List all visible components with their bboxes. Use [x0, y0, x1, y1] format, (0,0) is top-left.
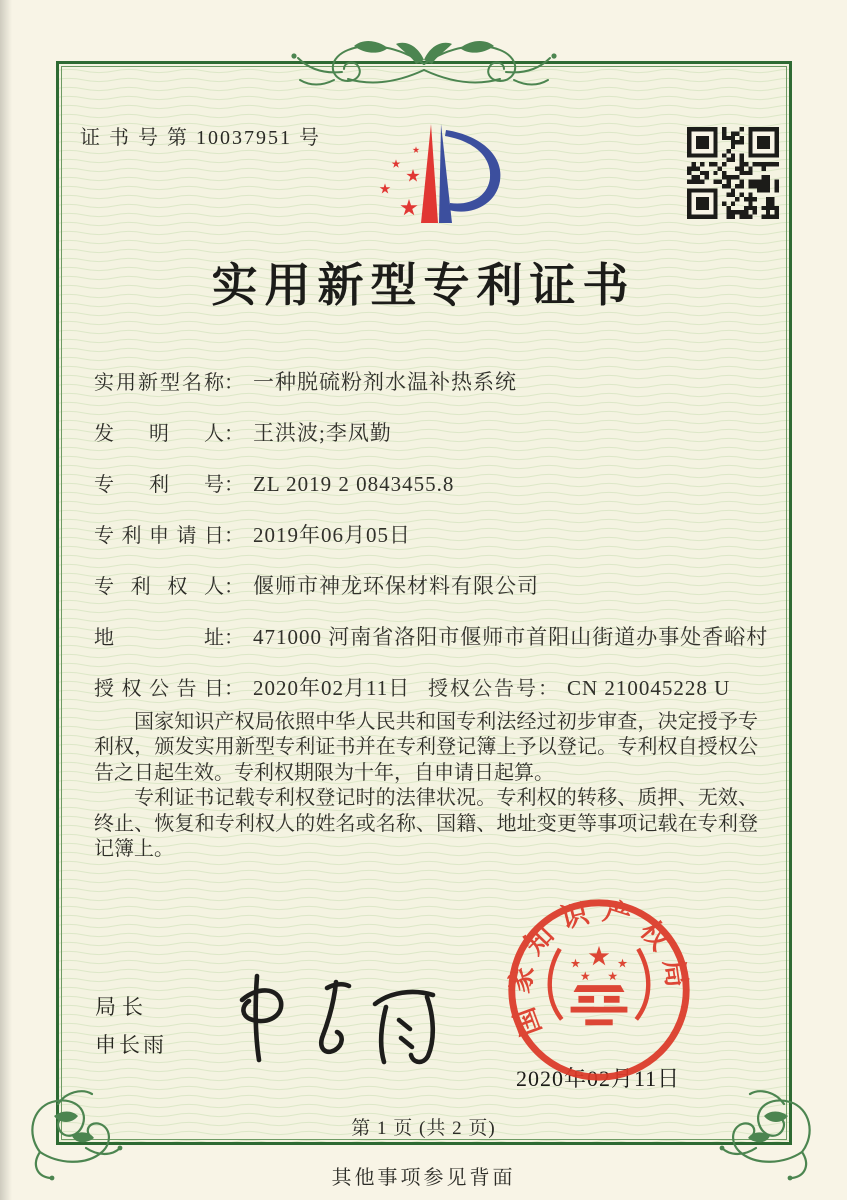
top-border-flourish-ornament [278, 29, 570, 93]
logo-red-wedge [421, 124, 438, 223]
field-colon: ： [224, 525, 244, 547]
qr-code [687, 127, 779, 219]
bottom-right-flourish-ornament [710, 1074, 814, 1186]
field-row-name [94, 366, 764, 396]
bottom-left-flourish-ornament [28, 1074, 132, 1186]
field-colon: ： [538, 678, 558, 700]
field-row-address [94, 621, 769, 651]
field-label: 发明人 [94, 423, 224, 445]
footer-note: 其他事项参见背面 [331, 1167, 516, 1189]
field-colon: ： [224, 627, 244, 649]
director-name-label: 申长雨 [95, 1033, 167, 1057]
field-row-grant-date [94, 672, 764, 702]
field-colon: ： [224, 372, 244, 394]
field-colon: ： [224, 474, 244, 496]
field-label: 授权公告号 [428, 678, 538, 700]
field-label: 专利权人 [94, 576, 224, 598]
director-signature [230, 962, 440, 1067]
field-row-patentee [94, 570, 764, 600]
field-grant-publication-number [428, 672, 730, 701]
cnipa-official-seal [501, 892, 697, 1088]
legal-paragraph-1: 国家知识产权局依照中华人民共和国专利法经过初步审查，决定授予专利权，颁发实用新型专利证书并在专利登记簿上予以登记。专利权自授权公告之日起生效。专利权期限为十年，自申请日起算。 [94, 711, 758, 784]
field-label: 地址 [94, 627, 224, 649]
certificate-number: 证 书 号 第 10037951 号 [80, 127, 321, 149]
certificate-title: 实用新型专利证书 [211, 260, 636, 311]
field-value: CN 210045228 U [567, 676, 731, 700]
field-value: 一种脱硫粉剂水温补热系统 [253, 370, 517, 394]
field-value: 王洪波;李凤勤 [253, 421, 392, 445]
field-colon: ： [224, 678, 244, 700]
page-indicator: 第 1 页 (共 2 页) [351, 1118, 496, 1139]
field-value: ZL 2019 2 0843455.8 [253, 472, 455, 496]
svg-text:国家知识产权局 [504, 895, 693, 1040]
seal-date: 2020年02月11日 [516, 1066, 681, 1091]
director-title-label: 局长 [95, 995, 149, 1019]
field-label: 实用新型名称 [94, 372, 224, 394]
logo-blue-p-bowl [445, 130, 501, 212]
cnipa-logo-icon [352, 110, 508, 248]
field-label: 授权公告日 [94, 678, 224, 700]
field-label: 专利号 [94, 474, 224, 496]
field-row-filing-date [94, 519, 764, 549]
field-value: 2019年06月05日 [253, 523, 411, 547]
field-value: 471000 河南省洛阳市偃师市首阳山街道办事处香峪村 [253, 625, 769, 649]
field-row-patent-number [94, 468, 764, 497]
field-value: 偃师市神龙环保材料有限公司 [253, 574, 539, 598]
field-colon: ： [224, 423, 244, 445]
field-row-inventor [94, 417, 764, 447]
seal-ring-text: 国家知识产权局 [504, 895, 694, 1040]
field-value: 2020年02月11日 [253, 676, 411, 700]
field-colon: ： [224, 576, 244, 598]
field-label: 专利申请日 [94, 525, 224, 547]
logo-stars [380, 146, 420, 215]
legal-paragraph-2: 专利证书记载专利权登记时的法律状况。专利权的转移、质押、无效、终止、恢复和专利权人的姓名或名称、国籍、地址变更等事项记载在专利登记簿上。 [94, 787, 758, 861]
seal-national-emblem [550, 946, 649, 1025]
legal-text-block [94, 710, 758, 862]
